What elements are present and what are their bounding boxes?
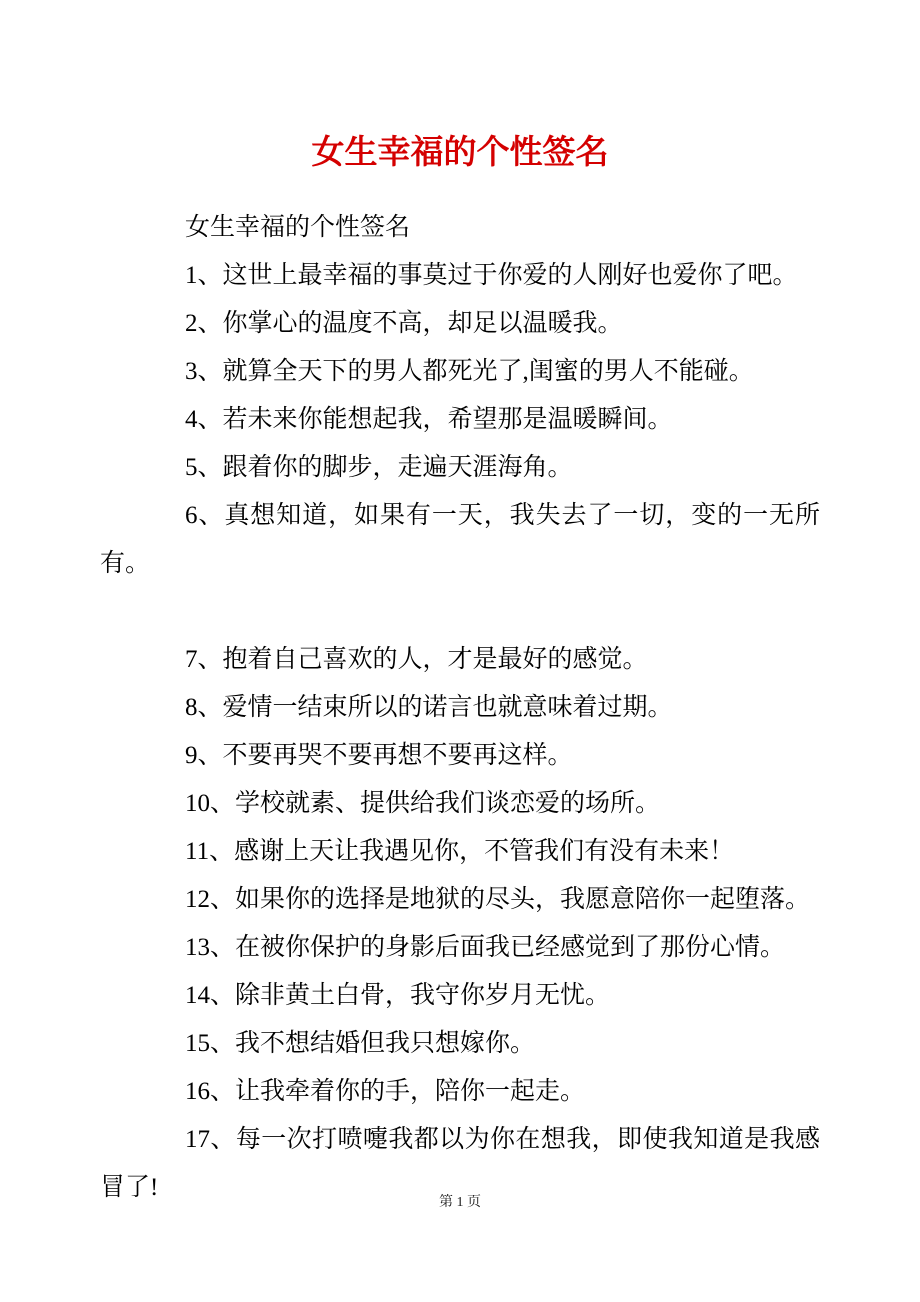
- signature-item: 1、这世上最幸福的事莫过于你爱的人刚好也爱你了吧。: [185, 262, 798, 289]
- signature-item: 17、每一次打喷嚏我都以为你在想我，即使我知道是我感冒了!: [100, 1126, 820, 1201]
- signature-item: 11、感谢上天让我遇见你，不管我们有没有未来！: [185, 838, 735, 865]
- blank-line: [100, 588, 820, 636]
- signature-item: 3、就算全天下的男人都死光了,闺蜜的男人不能碰。: [185, 358, 754, 385]
- signature-item: 10、学校就素、提供给我们谈恋爱的场所。: [185, 790, 661, 817]
- signature-item: 13、在被你保护的身影后面我已经感觉到了那份心情。: [185, 934, 786, 961]
- signature-item: 9、不要再哭不要再想不要再这样。: [185, 742, 573, 769]
- signature-item: 15、我不想结婚但我只想嫁你。: [185, 1030, 536, 1057]
- signature-item: 5、跟着你的脚步，走遍天涯海角。: [185, 454, 573, 481]
- signature-item: 7、抱着自己喜欢的人，才是最好的感觉。: [185, 646, 648, 673]
- signature-item: 16、让我牵着你的手，陪你一起走。: [185, 1078, 586, 1105]
- signature-item: 12、如果你的选择是地狱的尽头，我愿意陪你一起堕落。: [185, 886, 811, 913]
- signature-item: 4、若未来你能想起我，希望那是温暖瞬间。: [185, 406, 673, 433]
- page-title: 女生幸福的个性签名: [311, 133, 609, 170]
- intro-line: 女生幸福的个性签名: [185, 214, 411, 241]
- signature-item: 6、真想知道，如果有一天，我失去了一切，变的一无所有。: [100, 502, 820, 577]
- signature-item: 2、你掌心的温度不高，却足以温暖我。: [185, 310, 623, 337]
- signature-item: 14、除非黄土白骨，我守你岁月无忧。: [185, 982, 611, 1009]
- page-number: 第 1 页: [439, 1195, 481, 1210]
- signature-item: 8、爱情一结束所以的诺言也就意味着过期。: [185, 694, 673, 721]
